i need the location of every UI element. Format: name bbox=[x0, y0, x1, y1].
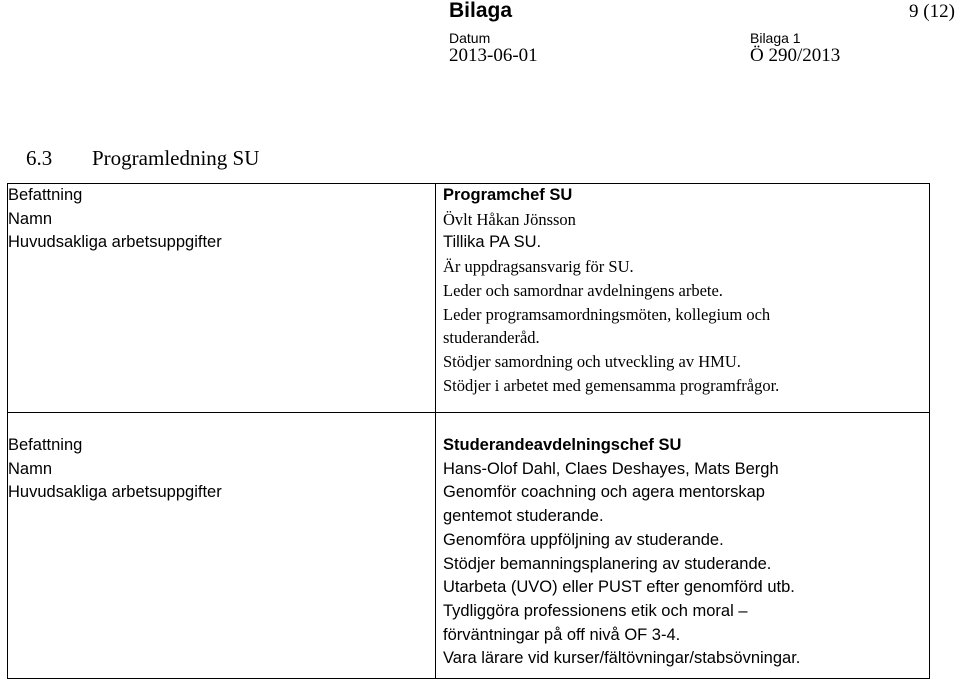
task-item: Stödjer i arbetet med gemensamma programfrågor. bbox=[443, 375, 780, 395]
date-label: Datum bbox=[449, 30, 491, 46]
role-labels-cell bbox=[8, 413, 436, 679]
tasks-label: Huvudsakliga arbetsuppgifter bbox=[8, 483, 222, 502]
task-item: gentemot studerande. bbox=[443, 507, 604, 526]
task-item: Genomför coachning och agera mentorskap bbox=[443, 483, 765, 502]
date-value: 2013-06-01 bbox=[449, 45, 538, 66]
task-item: Utarbeta (UVO) eller PUST efter genomförd utb. bbox=[443, 578, 795, 597]
task-item: Stödjer samordning och utveckling av HMU. bbox=[443, 351, 741, 371]
document-title: Bilaga bbox=[449, 0, 513, 22]
page-number: 9 (12) bbox=[909, 1, 955, 22]
role-row bbox=[8, 184, 930, 413]
position-value: Programchef SU bbox=[443, 186, 573, 204]
task-item: Tydliggöra professionens etik och moral – bbox=[443, 601, 748, 620]
reference-label: Bilaga 1 bbox=[750, 30, 801, 46]
role-content-cell bbox=[436, 413, 930, 679]
task-item: förväntningar på off nivå OF 3-4. bbox=[443, 625, 681, 644]
task-item: Genomföra uppföljning av studerande. bbox=[443, 530, 724, 549]
task-item: Tillika PA SU. bbox=[443, 233, 542, 252]
task-item: studeranderåd. bbox=[443, 328, 540, 348]
position-label: Befattning bbox=[8, 186, 83, 204]
role-table bbox=[7, 183, 930, 679]
task-item: Stödjer bemanningsplanering av studerande. bbox=[443, 554, 772, 573]
name-label: Namn bbox=[8, 459, 53, 478]
role-content-cell bbox=[436, 184, 930, 413]
section-title: Programledning SU bbox=[92, 146, 260, 170]
section-number: 6.3 bbox=[26, 146, 53, 170]
task-item: Är uppdragsansvarig för SU. bbox=[443, 257, 634, 277]
reference-value: Ö 290/2013 bbox=[750, 45, 841, 66]
task-item: Leder och samordnar avdelningens arbete. bbox=[443, 280, 723, 300]
name-value: Övlt Håkan Jönsson bbox=[443, 209, 576, 229]
task-item: Leder programsamordningsmöten, kollegium och bbox=[443, 304, 771, 324]
task-item: Vara lärare vid kurser/fältövningar/stabsövningar. bbox=[443, 649, 801, 668]
tasks-label: Huvudsakliga arbetsuppgifter bbox=[8, 233, 222, 252]
role-row bbox=[8, 413, 930, 679]
position-value: Studerandeavdelningschef SU bbox=[443, 436, 682, 454]
role-labels-cell bbox=[8, 184, 436, 413]
position-label: Befattning bbox=[8, 436, 83, 454]
name-label: Namn bbox=[8, 209, 53, 228]
name-value: Hans-Olof Dahl, Claes Deshayes, Mats Bergh bbox=[443, 459, 779, 478]
